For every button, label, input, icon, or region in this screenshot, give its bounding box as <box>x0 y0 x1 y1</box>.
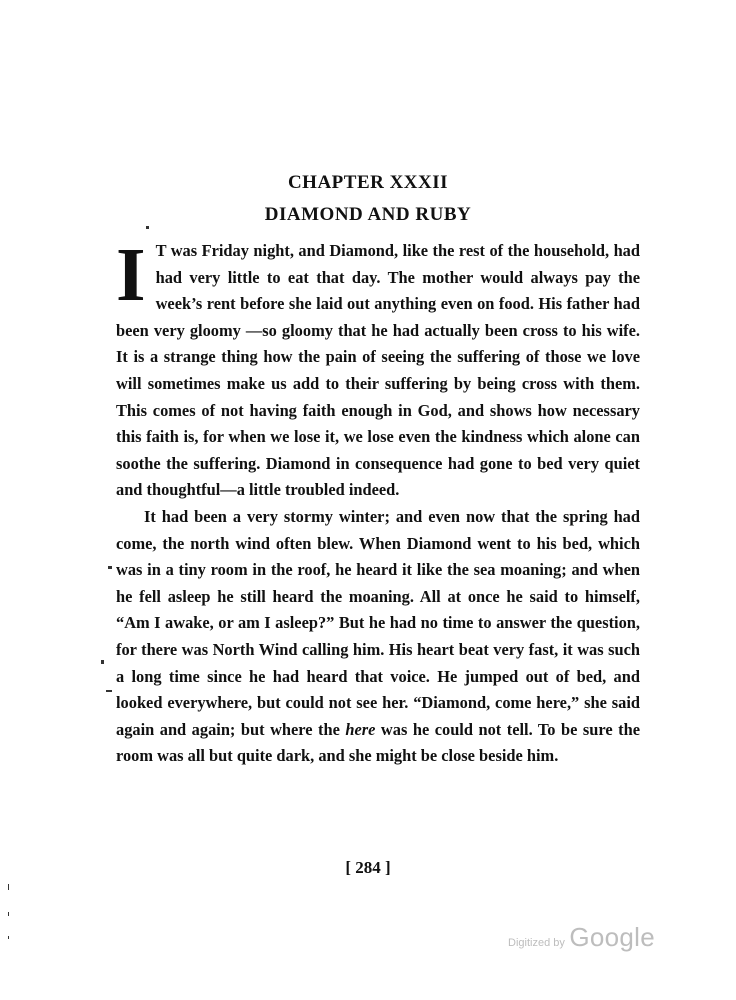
page-number: [ 284 ] <box>345 858 391 877</box>
paragraph-2-text-a: It had been a very stormy winter; and even now that the spring had come, the north wind often blew. When Diamond went to his bed, which was in a tiny room in the roof, he heard it like the sea moaning; and when he fell asleep he still heard the moaning. All at once he said to himself, “Am I awake, or am I asleep?” But he had no time to answer the question, for there was North Wind calling him. His heart beat very fast, it was such a long time since he had heard that voice. He jumped out of bed, and looked everywhere, but could not see her. “Diamond, come here,” she said again and again; but where the <box>116 506 640 739</box>
chapter-number: CHAPTER XXXII <box>287 172 449 193</box>
digitized-watermark <box>508 922 655 953</box>
watermark-brand: Google <box>569 922 655 952</box>
italic-word: here <box>345 719 376 739</box>
paragraph-1-text: T was Friday night, and Diamond, like the rest of the household, had had very little to eat that day. The mother would always pay the week’s rent before she laid out anything even on food. His father had been very gloomy —so gloomy that he had actually been cross to his wife. It is a strange thing how the pain of seeing the suffering of those we love will sometimes make us add to their suffering by being cross with them. This comes of not having faith enough in God, and shows how necessary this faith is, for when we lose it, we lose even the kindness which alone can soothe the suffering. Diamond in consequence had gone to bed very quiet and thoughtful—a little troubled indeed. <box>116 241 640 500</box>
scan-speck <box>108 566 112 569</box>
scan-speck <box>8 912 9 916</box>
scan-speck <box>146 226 149 229</box>
drop-cap: I <box>116 233 146 317</box>
scan-speck <box>101 660 104 664</box>
scan-speck <box>8 936 9 939</box>
scan-speck <box>106 690 112 692</box>
scan-speck <box>8 884 9 890</box>
body-text <box>116 233 640 770</box>
watermark-prefix: Digitized by <box>508 937 565 949</box>
paragraph-2 <box>116 504 640 770</box>
chapter-title: DIAMOND AND RUBY <box>264 204 472 225</box>
paragraph-2-text-b: was he could not tell. To be sure the room was all but quite dark, and she might be close beside him. <box>116 719 640 766</box>
paragraph-1 <box>116 233 640 504</box>
